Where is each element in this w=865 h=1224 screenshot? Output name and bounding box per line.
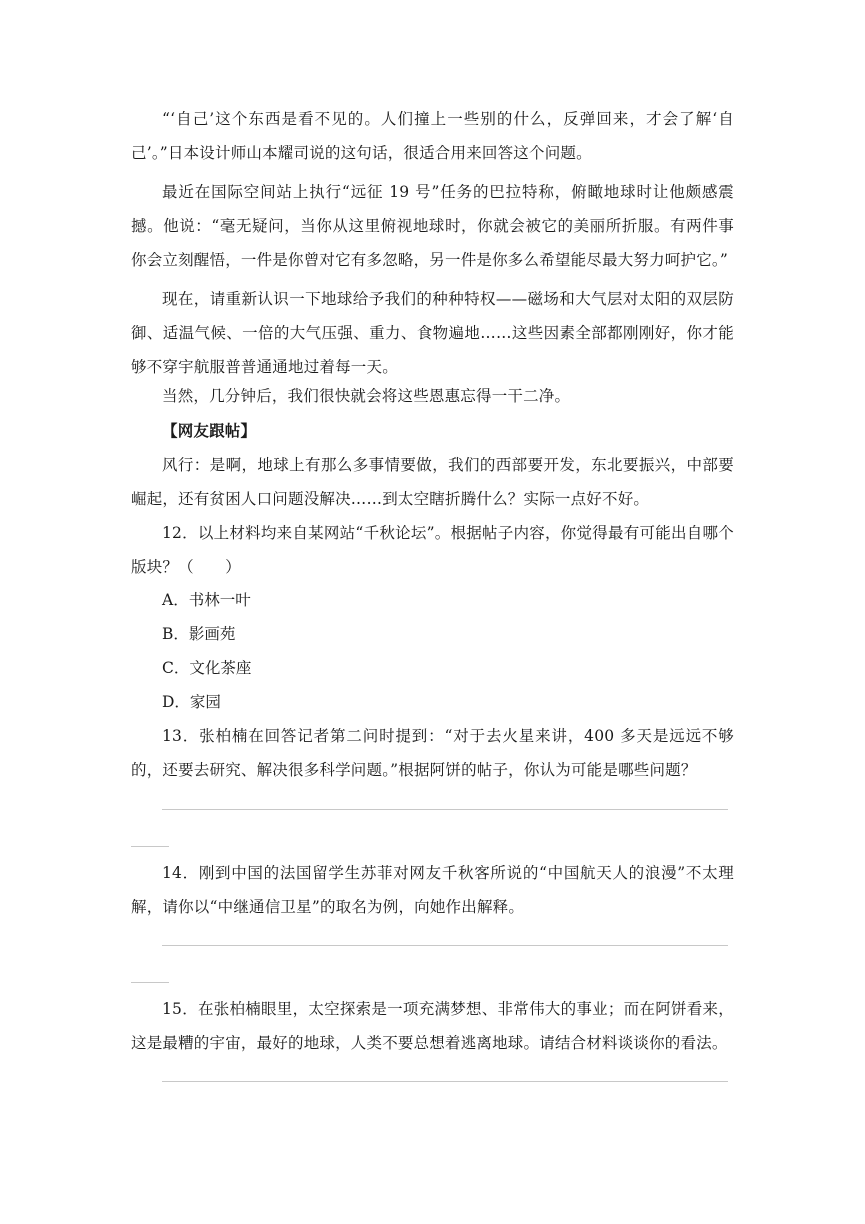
- answer-line-13-continuation[interactable]: [131, 846, 169, 847]
- question-14: 14．刚到中国的法国留学生苏菲对网友千秋客所说的“中国航天人的浪漫”不太理解，请你以“中继通信卫星”的取名为例，向她作出解释。: [131, 864, 734, 916]
- article-paragraph-2: 最近在国际空间站上执行“远征 19 号”任务的巴拉特称，俯瞰地球时让他颇感震撼。他说：“毫无疑问，当你从这里俯视地球时，你就会被它的美丽所折服。有两件事你会立刻醒悟，一件是你曾对它有多忽略，另一件是你多么希望能尽最大努力呵护它。”: [131, 183, 734, 269]
- question-15: 15．在张柏楠眼里，太空探索是一项充满梦想、非常伟大的事业；而在阿饼看来，这是最糟的宇宙，最好的地球，人类不要总想着逃离地球。请结合材料谈谈你的看法。: [131, 1000, 734, 1052]
- article-paragraph-4: 当然，几分钟后，我们很快就会将这些恩惠忘得一干二净。: [162, 387, 571, 405]
- answer-line-13[interactable]: [162, 809, 728, 810]
- question-12: 12．以上材料均来自某网站“千秋论坛”。根据帖子内容，你觉得最有可能出自哪个版块？（ ）: [131, 524, 734, 576]
- answer-line-15[interactable]: [162, 1081, 728, 1082]
- option-d: D．家园: [162, 693, 221, 711]
- question-13: 13．张柏楠在回答记者第二问时提到：“对于去火星来讲，400 多天是远远不够的，还要去研究、解决很多科学问题。”根据阿饼的帖子，你认为可能是哪些问题？: [131, 727, 734, 779]
- option-c: C．文化茶座: [162, 659, 252, 677]
- article-paragraph-1: “‘自己’这个东西是看不见的。人们撞上一些别的什么，反弹回来，才会了解‘自己’。”日本设计师山本耀司说的这句话，很适合用来回答这个问题。: [131, 110, 734, 162]
- forum-reply: 风行：是啊，地球上有那么多事情要做，我们的西部要开发，东北要振兴，中部要崛起，还有贫困人口问题没解决……到太空瞎折腾什么？实际一点好不好。: [131, 456, 734, 508]
- answer-line-14-continuation[interactable]: [131, 982, 169, 983]
- answer-line-14[interactable]: [162, 945, 728, 946]
- article-paragraph-3: 现在，请重新认识一下地球给予我们的种种特权——磁场和大气层对太阳的双层防御、适温气候、一倍的大气压强、重力、食物遍地……这些因素全部都刚刚好，你才能够不穿宇航服普普通通地过着每一天。: [131, 290, 734, 376]
- reply-section-heading: 【网友跟帖】: [162, 421, 257, 440]
- option-b: B．影画苑: [162, 625, 236, 643]
- option-a: A．书林一叶: [162, 591, 251, 609]
